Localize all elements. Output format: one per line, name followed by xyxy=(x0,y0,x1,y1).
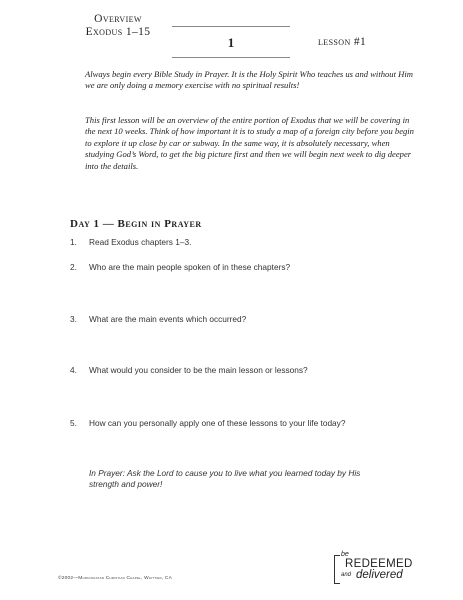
question-number: 2. xyxy=(70,262,77,272)
question-number: 1. xyxy=(70,237,77,247)
question-item xyxy=(70,365,308,375)
lesson-label: lesson #1 xyxy=(318,36,367,48)
question-item xyxy=(70,262,290,272)
be-redeemed-and-delivered-logo xyxy=(334,551,414,587)
copyright-footer: ©2002—Morningstar Christian Chapel, Whittier, CA xyxy=(58,576,172,581)
day-title: Day 1 — Begin in Prayer xyxy=(70,218,202,230)
intro-paragraph-1: Always begin every Bible Study in Prayer. It is the Holy Spirit Who teaches us and without Him we are only doing a memory exercise with no spiritual results! xyxy=(85,69,413,91)
intro-paragraph-2: This first lesson will be an overview of the entire portion of Exodus that we will be covering in the next 10 weeks. Think of how important it is to study a map of a foreign city before you begin to explore it up close by car or subway. In the same way, it is absolutely necessary, when studying God’s Word, to get the big picture first and then we will begin next week to dig deeper into the details. xyxy=(85,115,414,171)
question-number: 3. xyxy=(70,314,77,324)
question-text: Read Exodus chapters 1–3. xyxy=(89,237,192,247)
question-number: 4. xyxy=(70,365,77,375)
page-number: 1 xyxy=(227,35,235,50)
question-item xyxy=(70,237,191,247)
logo-and: and xyxy=(341,572,352,578)
header-title-line2: Exodus 1–15 xyxy=(85,26,151,38)
question-text: Who are the main people spoken of in these chapters? xyxy=(89,262,291,272)
question-number: 5. xyxy=(70,418,77,428)
page-number-box xyxy=(172,26,290,58)
logo-be: be xyxy=(341,551,349,558)
logo-redeemed: REDEEMED xyxy=(345,558,413,570)
logo-delivered: delivered xyxy=(356,569,403,581)
header-title xyxy=(58,13,178,39)
question-item xyxy=(70,418,345,428)
question-text: What would you consider to be the main lesson or lessons? xyxy=(89,365,308,375)
header-title-line1: Overview xyxy=(94,13,142,25)
logo-bracket xyxy=(334,555,340,584)
prayer-note: In Prayer: Ask the Lord to cause you to live what you learned today by His strength and power! xyxy=(89,468,361,489)
question-text: What are the main events which occurred? xyxy=(89,314,247,324)
question-text: How can you personally apply one of these lessons to your life today? xyxy=(89,418,346,428)
question-item xyxy=(70,314,246,324)
